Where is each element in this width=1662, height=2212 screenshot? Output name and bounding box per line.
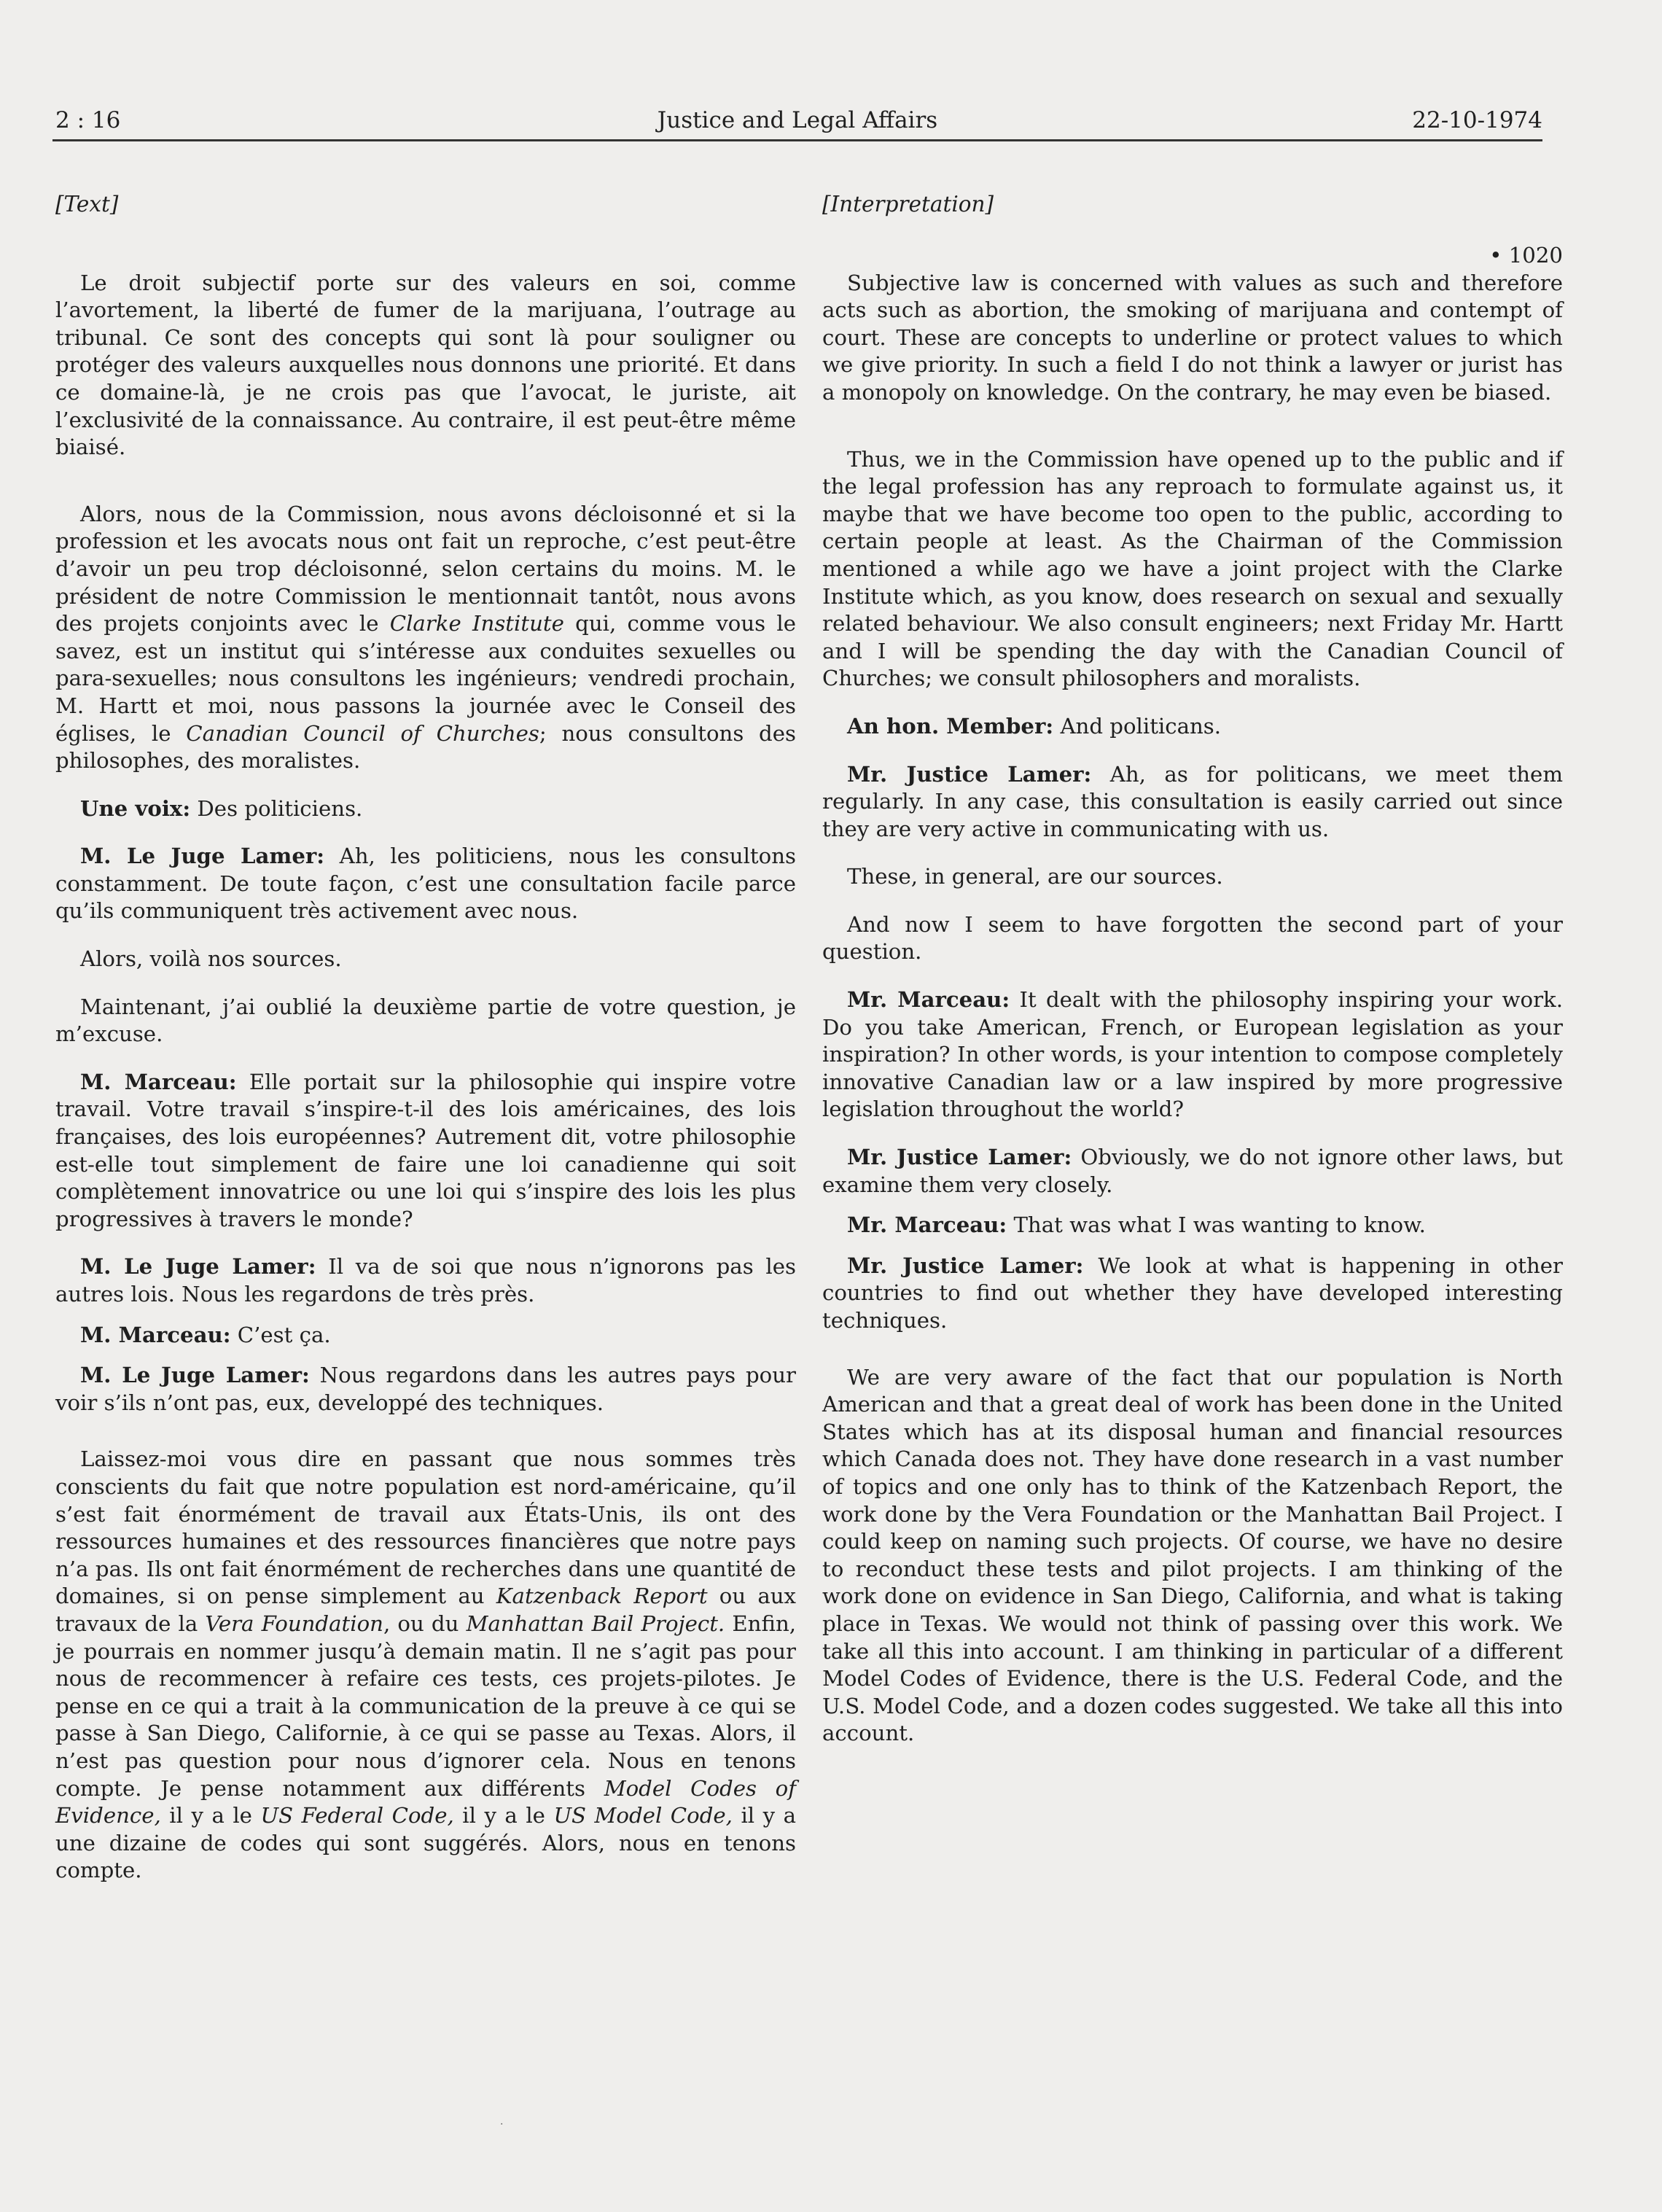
paragraph: Maintenant, j’ai oublié la deuxième partie de votre question, je m’excuse. bbox=[55, 994, 796, 1047]
speaker: Mr. Marceau: bbox=[847, 1212, 1007, 1238]
speaker: Mr. Justice Lamer: bbox=[847, 1253, 1084, 1278]
speaker: Mr. Marceau: bbox=[847, 987, 1010, 1013]
paragraph: M. Le Juge Lamer: Il va de soi que nous n’ignorons pas les autres lois. Nous les regardons de très près. bbox=[55, 1254, 796, 1306]
paragraph: M. Le Juge Lamer: Ah, les politiciens, nous les consultons constamment. De toute façon, c’est une consultation facile parce qu’ils communiquent très activement avec nous. bbox=[55, 844, 796, 924]
paragraph: Mr. Justice Lamer: We look at what is happening in other countries to find out whether they have developed interesting techniques. bbox=[822, 1253, 1563, 1333]
paragraph: Mr. Justice Lamer: Ah, as for politicans, we meet them regularly. In any case, this consultation is easily carried out since they are very active in communicating with us. bbox=[822, 761, 1564, 841]
paragraph: Mr. Justice Lamer: Obviously, we do not ignore other laws, but examine them very closely. bbox=[822, 1145, 1563, 1197]
page-number: 2 : 16 bbox=[55, 107, 121, 133]
decorative-dot: · bbox=[500, 2119, 504, 2130]
english-interpretation-column bbox=[822, 191, 1563, 1748]
paragraph: Thus, we in the Commission have opened up to the public and if the legal profession has any reproach to formulate against us, it maybe that we have become too open to the public, according to certain people at least. As the Chairman of the Commission mentioned a while ago we have a joint project with the Clarke Institute which, as you know, does research on sexual and sexually related behaviour. We also consult engineers; next Friday Mr. Hartt and I will be spending the day with the Canadian Council of Churches; we consult philosophers and moralists. bbox=[822, 446, 1563, 691]
speaker: M. Le Juge Lamer: bbox=[80, 1254, 316, 1280]
paragraph: Subjective law is concerned with values as such and therefore acts such as abortion, the smoking of marijuana and contempt of court. These are concepts to underline or protect values to which we give priority. In such a field I do not think a lawyer or jurist has a monopoly on knowledge. On the contrary, he may even be biased. bbox=[822, 270, 1563, 405]
speaker: M. Marceau: bbox=[80, 1322, 231, 1347]
speaker: An hon. Member: bbox=[847, 713, 1054, 739]
french-text-column bbox=[55, 191, 796, 1885]
paragraph: Mr. Marceau: It dealt with the philosophy inspiring your work. Do you take American, French, or European legislation as your inspiration? In other words, is your intention to compose completely innovative Canadian law or a law inspired by more progressive legislation throughout the world? bbox=[822, 987, 1564, 1122]
speaker: Mr. Justice Lamer: bbox=[847, 1145, 1072, 1170]
paragraph: Une voix: Des politiciens. bbox=[80, 795, 363, 821]
paragraph: Laissez-moi vous dire en passant que nous sommes très conscients du fait que notre population est nord-américaine, qu’il s’est fait énormément de travail aux États-Unis, ils ont des ressources humaines et des ressources financières que notre pays n’a pas. Ils ont fait énormément de recherches dans une quantité de domaines, si on pense simplement au Katzenback Report ou aux travaux de la Vera Foundation, ou du Manhattan Bail Project. Enfin, je pourrais en nommer jusqu’à demain matin. Il ne s’agit pas pour nous de recommencer à refaire ces tests, ces projets-pilotes. Je pense en ce qui a trait à la communication de la preuve à ce qui se passe à San Diego, Californie, à ce qui se passe au Texas. Alors, il n’est pas question pour nous d’ignorer cela. Nous en tenons compte. Je pense notamment aux différents Model Codes of Evidence, il y a le US Federal Code, il y a le US Model Code, il y a une dizaine de codes qui sont suggérés. Alors, nous en tenons compte. bbox=[55, 1446, 797, 1883]
time-marker: • 1020 bbox=[1489, 242, 1563, 268]
paragraph: An hon. Member: And politicans. bbox=[847, 713, 1222, 739]
speaker: M. Marceau: bbox=[80, 1069, 237, 1094]
speaker: M. Le Juge Lamer: bbox=[80, 844, 325, 869]
paragraph: And now I seem to have forgotten the second part of your question. bbox=[822, 911, 1563, 965]
paragraph: Alors, voilà nos sources. bbox=[80, 946, 342, 972]
speaker: Mr. Justice Lamer: bbox=[847, 761, 1092, 787]
paragraph: M. Marceau: C’est ça. bbox=[80, 1322, 331, 1347]
paragraph: Alors, nous de la Commission, nous avons décloisonné et si la profession et les avocats nous ont fait un reproche, c’est peut-être d’avoir un peu trop décloisonné, selon certains du moins. M. le président de notre Commission le mentionnait tantôt, nous avons des projets conjoints avec le Clarke Institute qui, comme vous le savez, est un institut qui s’intéresse aux conduites sexuelles ou para-sexuelles; nous consultons les ingénieurs; vendredi prochain, M. Hartt et moi, nous passons la journée avec le Conseil des églises, le Canadian Council of Churches; nous consultons des philosophes, des moralistes. bbox=[55, 501, 797, 774]
paragraph: Mr. Marceau: That was what I was wanting to know. bbox=[847, 1212, 1426, 1238]
paragraph: M. Le Juge Lamer: Nous regardons dans les autres pays pour voir s’ils n’ont pas, eux, developpé des techniques. bbox=[55, 1363, 796, 1415]
paragraph: M. Marceau: Elle portait sur la philosophie qui inspire votre travail. Votre travail s’inspire-t-il des lois américaines, des lois françaises, des lois européennes? Autrement dit, votre philosophie est-elle tout simplement de faire une loi canadienne qui soit complètement innovatrice ou une loi qui s’inspire des lois les plus progressives à travers le monde? bbox=[55, 1069, 796, 1231]
page-header bbox=[52, 106, 1542, 141]
page-date: 22-10-1974 bbox=[1412, 107, 1542, 133]
page-title: Justice and Legal Affairs bbox=[657, 107, 938, 133]
column-label-interpretation: [Interpretation] bbox=[822, 192, 994, 217]
paragraph: We are very aware of the fact that our population is North American and that a great deal of work has been done in the United States which has at its disposal human and financial resources which Canada does not. They have done research in a vast number of topics and one only has to think of the Katzenbach Report, the work done by the Vera Foundation or the Manhattan Bail Project. I could keep on naming such projects. Of course, we have no desire to reconduct these tests and pilot projects. I am thinking of the work done on evidence in San Diego, California, and what is taking place in Texas. We would not think of passing over this work. We take all this into account. I am thinking in particular of a different Model Codes of Evidence, there is the U.S. Federal Code, and the U.S. Model Code, and a dozen codes suggested. We take all this into account. bbox=[822, 1364, 1563, 1746]
speaker: M. Le Juge Lamer: bbox=[80, 1363, 310, 1388]
paragraph: These, in general, are our sources. bbox=[847, 864, 1223, 889]
paragraph: Le droit subjectif porte sur des valeurs en soi, comme l’avortement, la liberté de fumer de la marijuana, l’outrage au tribunal. Ce sont des concepts qui sont là pour souligner ou protéger des valeurs auxquelles nous donnons une priorité. Et dans ce domaine-là, je ne crois pas que l’avocat, le juriste, ait l’exclusivité de la connaissance. Au contraire, il est peut-être même biaisé. bbox=[55, 270, 796, 460]
column-label-text: [Text] bbox=[55, 192, 119, 217]
speaker: Une voix: bbox=[80, 795, 191, 821]
